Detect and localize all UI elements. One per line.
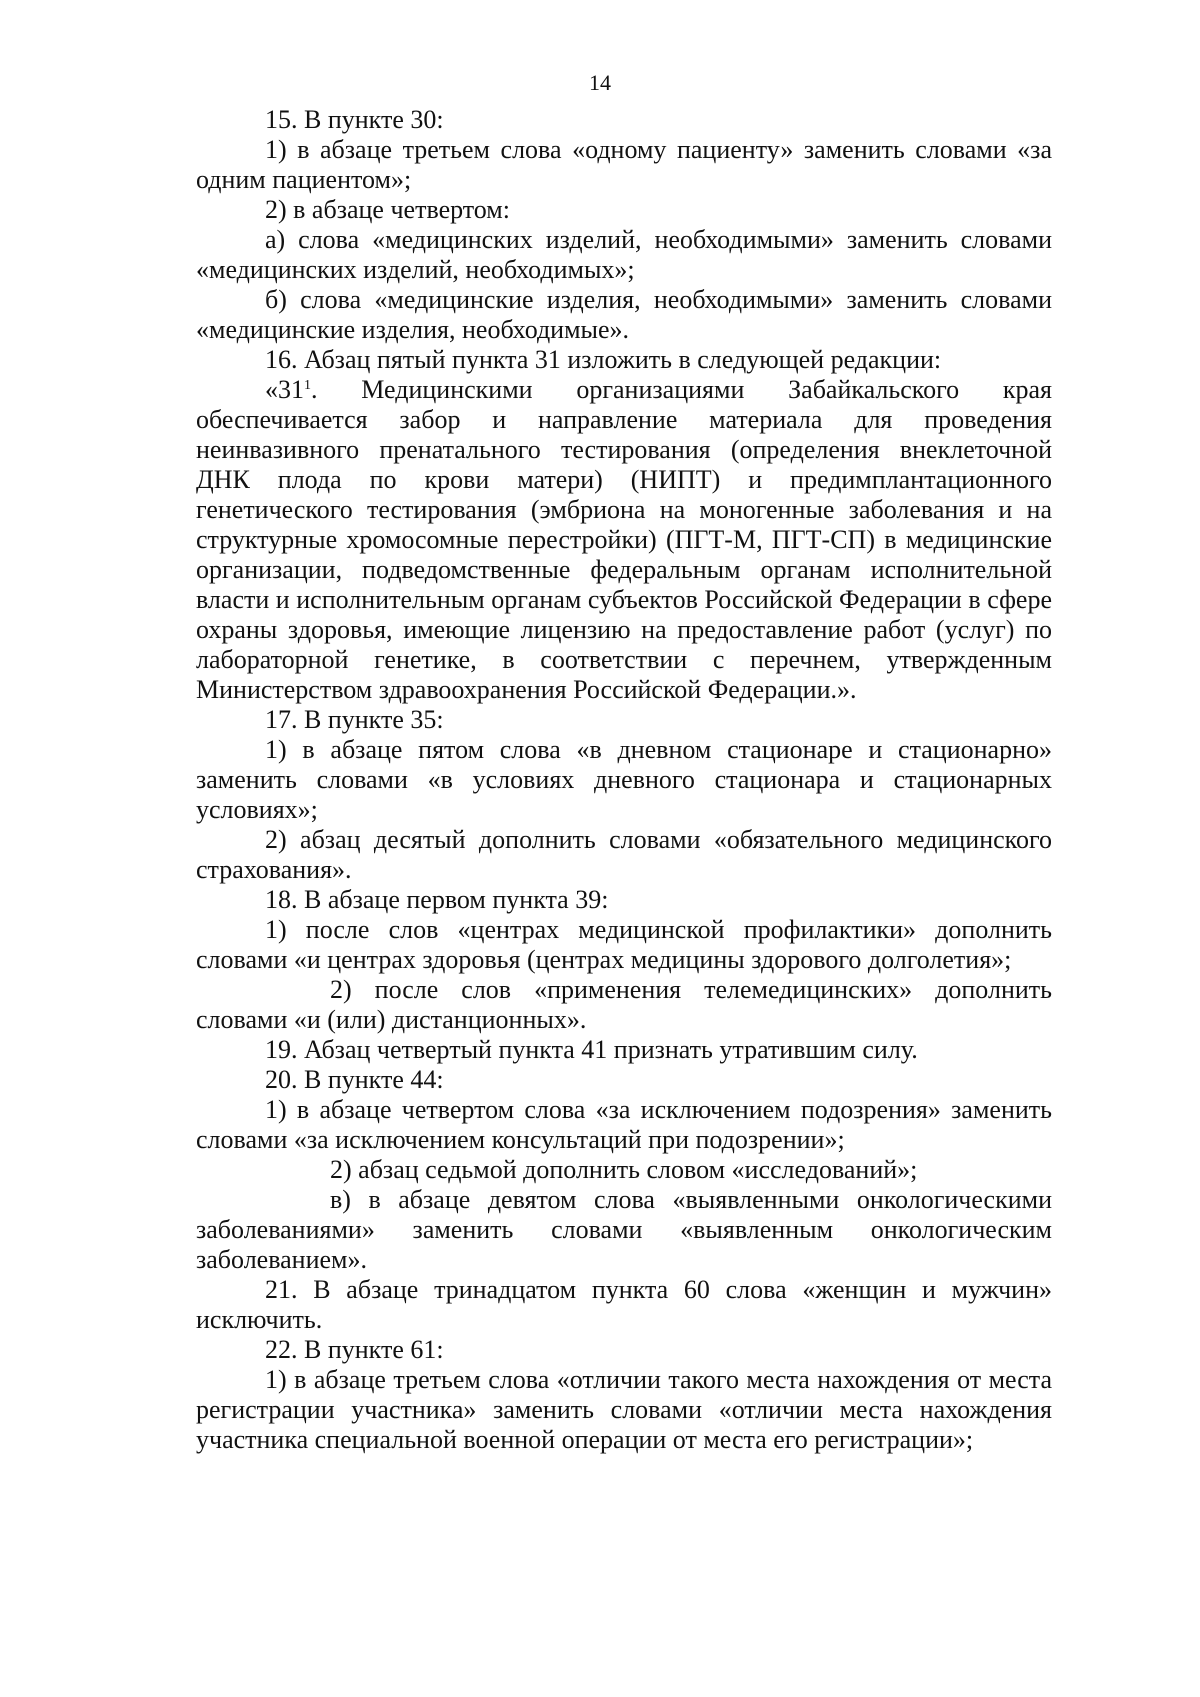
paragraph-item-18: 18. В абзаце первом пункта 39: <box>265 885 609 914</box>
paragraph-item-15-1: 1) в абзаце третьем слова «одному пациенту» заменить словами «за одним пациентом»; <box>196 135 1052 194</box>
paragraph-item-15-2: 2) в абзаце четвертом: <box>265 195 510 224</box>
page-number: 14 <box>589 70 611 95</box>
clause-text: . Медицинскими организациями Забайкальского края обеспечивается забор и направление материала для проведения неинвазивного пренатального тестирования (определения внеклеточной ДНК плода по крови матери) (НИПТ) и предимплантационного генетического тестирования (эмбриона на моногенные заболевания и на структурные хромосомные перестройки) (ПГТ-М, ПГТ-СП) в медицинские организации, подведомственные федеральным органам исполнительной власти и исполнительным органам субъектов Российской Федерации в сфере охраны здоровья, имеющие лицензию на предоставление работ (услуг) по лабораторной генетике, в соответствии с перечнем, утвержденным Министерством здравоохранения Российской Федерации.». <box>196 375 1052 704</box>
paragraph-item-15-2-b: б) слова «медицинские изделия, необходимыми» заменить словами «медицинские изделия, необходимые». <box>196 285 1052 344</box>
paragraph-item-15: 15. В пункте 30: <box>265 105 444 134</box>
paragraph-item-20-2: 2) абзац седьмой дополнить словом «исследований»; <box>330 1155 918 1184</box>
paragraph-item-20-1: 1) в абзаце четвертом слова «за исключением подозрения» заменить словами «за исключением консультаций при подозрении»; <box>196 1095 1052 1154</box>
paragraph-item-19: 19. Абзац четвертый пункта 41 признать утратившим силу. <box>265 1035 918 1064</box>
paragraph-item-22: 22. В пункте 61: <box>265 1335 444 1364</box>
paragraph-new-wording-31-1 <box>196 375 1052 705</box>
paragraph-item-17-2: 2) абзац десятый дополнить словами «обязательного медицинского страхования». <box>196 825 1052 884</box>
paragraph-item-20: 20. В пункте 44: <box>265 1065 444 1094</box>
paragraph-item-16: 16. Абзац пятый пункта 31 изложить в следующей редакции: <box>265 345 942 374</box>
paragraph-item-21: 21. В абзаце тринадцатом пункта 60 слова «женщин и мужчин» исключить. <box>196 1275 1052 1334</box>
paragraph-item-20-v: в) в абзаце девятом слова «выявленными онкологическими заболеваниями» заменить словами «выявленным онкологическим заболеванием». <box>196 1185 1052 1274</box>
clause-number: «31 <box>265 375 304 404</box>
paragraph-item-17-1: 1) в абзаце пятом слова «в дневном стационаре и стационарно» заменить словами «в условиях дневного стационара и стационарных условиях»; <box>196 735 1052 824</box>
paragraph-item-15-2-a: а) слова «медицинских изделий, необходимыми» заменить словами «медицинских изделий, необходимых»; <box>196 225 1052 284</box>
clause-superscript: 1 <box>304 378 311 393</box>
paragraph-item-17: 17. В пункте 35: <box>265 705 444 734</box>
paragraph-item-18-2: 2) после слов «применения телемедицинских» дополнить словами «и (или) дистанционных». <box>196 975 1052 1034</box>
paragraph-item-22-1: 1) в абзаце третьем слова «отличии такого места нахождения от места регистрации участника» заменить словами «отличии места нахождения участника специальной военной операции от места его регистрации»; <box>196 1365 1052 1454</box>
document-body <box>196 105 1052 1455</box>
paragraph-item-18-1: 1) после слов «центрах медицинской профилактики» дополнить словами «и центрах здоровья (центрах медицины здорового долголетия»; <box>196 915 1052 974</box>
